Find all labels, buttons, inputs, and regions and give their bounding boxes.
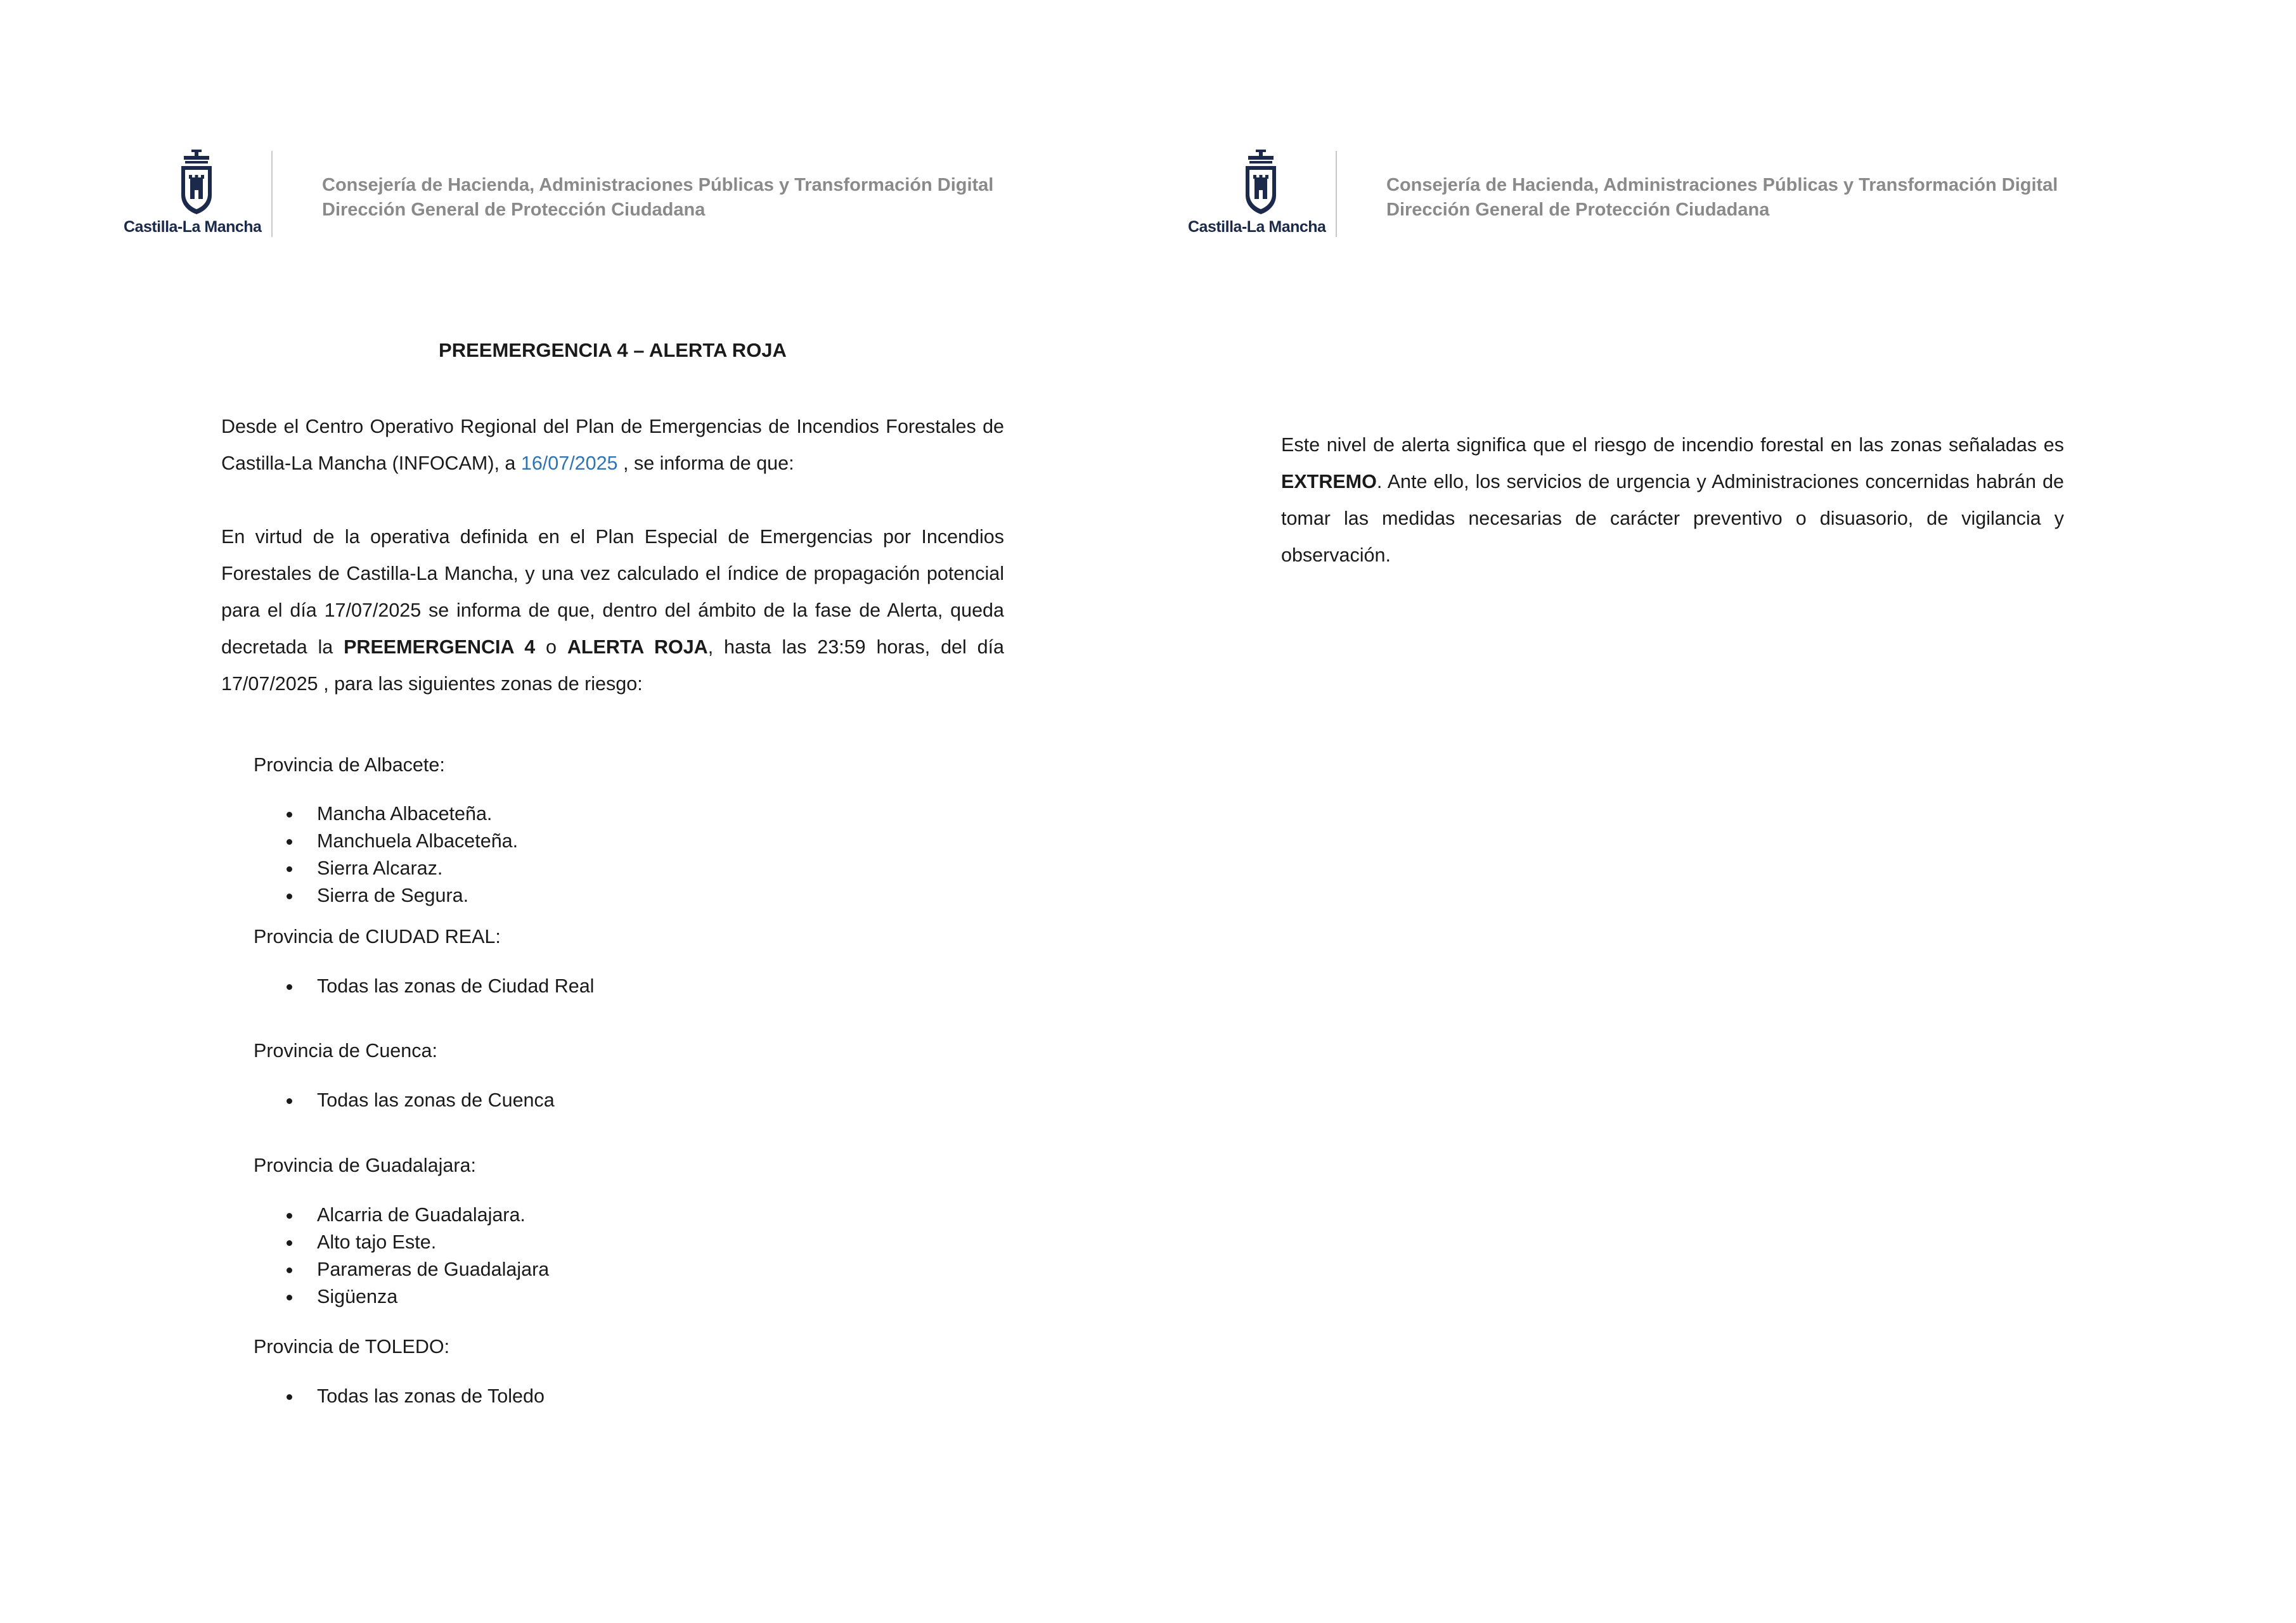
list-item: Mancha Albaceteña. xyxy=(317,800,518,828)
org-line-2: Dirección General de Protección Ciudadana xyxy=(1386,200,1770,220)
list-item: Sierra de Segura. xyxy=(317,882,518,909)
header-divider xyxy=(271,151,273,237)
castilla-la-mancha-logo xyxy=(124,150,263,238)
intro-paragraph xyxy=(221,408,1004,482)
page-right xyxy=(1148,0,2296,1623)
header-divider xyxy=(1336,151,1337,237)
list-item: Sierra Alcaraz. xyxy=(317,855,518,882)
coat-of-arms-icon xyxy=(177,150,216,215)
coat-of-arms-icon xyxy=(1242,150,1280,215)
zone-list xyxy=(317,1383,545,1410)
risk-paragraph xyxy=(1281,427,2064,574)
province-heading: Provincia de Cuenca: xyxy=(254,1040,437,1062)
intro-text-end: , se informa de que: xyxy=(617,452,794,474)
org-line-1: Consejería de Hacienda, Administraciones Públicas y Transformación Digital xyxy=(1386,175,2058,195)
body-bold-preemergencia: PREEMERGENCIA 4 xyxy=(344,636,536,658)
risk-text-1: Este nivel de alerta significa que el riesgo de incendio forestal en las zonas señaladas es xyxy=(1281,434,2064,456)
list-item: Todas las zonas de Toledo xyxy=(317,1383,545,1410)
province-heading: Provincia de Albacete: xyxy=(254,754,445,776)
body-text-3: , hasta las 23:59 horas, del día 17/07/2025 , para las siguientes zonas de riesgo: xyxy=(221,636,1005,695)
list-item: Todas las zonas de Cuenca xyxy=(317,1087,555,1114)
list-item: Parameras de Guadalajara xyxy=(317,1256,549,1283)
org-line-1: Consejería de Hacienda, Administraciones Públicas y Transformación Digital xyxy=(322,175,994,195)
body-paragraph xyxy=(221,518,1004,702)
risk-bold-extremo: EXTREMO xyxy=(1281,471,1377,492)
logo-text: Castilla-La Mancha xyxy=(1188,218,1326,236)
province-heading: Provincia de TOLEDO: xyxy=(254,1336,450,1357)
organization-name xyxy=(322,173,993,222)
org-line-2: Dirección General de Protección Ciudadana xyxy=(322,200,706,220)
page-header xyxy=(124,150,1138,238)
zone-list xyxy=(317,973,594,1000)
zone-list xyxy=(317,1087,555,1114)
zone-list xyxy=(317,800,518,909)
province-heading: Provincia de Guadalajara: xyxy=(254,1155,476,1176)
list-item: Todas las zonas de Ciudad Real xyxy=(317,973,594,1000)
body-text-2: o xyxy=(535,636,567,658)
province-heading: Provincia de CIUDAD REAL: xyxy=(254,926,501,947)
list-item: Manchuela Albaceteña. xyxy=(317,828,518,855)
list-item: Alto tajo Este. xyxy=(317,1229,549,1256)
castilla-la-mancha-logo xyxy=(1188,150,1327,238)
intro-date: 16/07/2025 xyxy=(520,452,618,474)
body-bold-alerta: ALERTA ROJA xyxy=(567,636,708,658)
logo-text: Castilla-La Mancha xyxy=(124,218,262,236)
page-header xyxy=(1188,150,2202,238)
intro-text: Desde el Centro Operativo Regional del Plan de Emergencias de Incendios Forestales de Castilla-La Mancha (INFOCAM), a xyxy=(221,416,1004,474)
document-title: PREEMERGENCIA 4 – ALERTA ROJA xyxy=(439,339,787,361)
body-text-1: En virtud de la operativa definida en el Plan Especial de Emergencias por Incendios Forestales de Castilla-La Mancha, y una vez calculado el índice de propagación potencial para el día 17/07/2025 se informa de que, dentro del ámbito de la fase de Alerta, queda decretada la xyxy=(221,526,1004,658)
risk-text-2: . Ante ello, los servicios de urgencia y Administraciones concernidas habrán de tomar las medidas necesarias de carácter preventivo o disuasorio, de vigilancia y observación. xyxy=(1281,471,2064,566)
zone-list xyxy=(317,1202,549,1311)
organization-name xyxy=(1386,173,2058,222)
list-item: Alcarria de Guadalajara. xyxy=(317,1202,549,1229)
list-item: Sigüenza xyxy=(317,1283,549,1311)
